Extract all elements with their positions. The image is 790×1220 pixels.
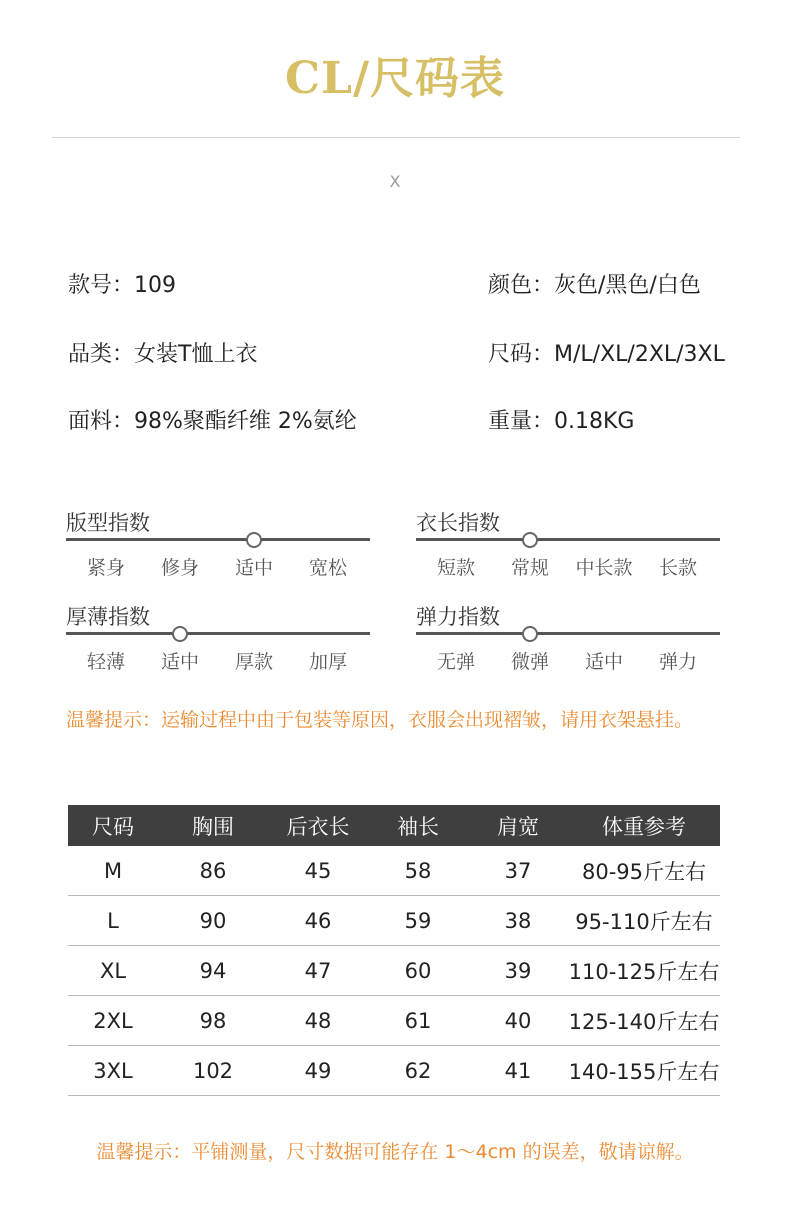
index-knob — [172, 626, 188, 642]
index-option: 加厚 — [308, 651, 347, 673]
fabric-info — [68, 404, 357, 435]
header-sleeve: 袖长 — [368, 805, 468, 846]
index-track — [66, 538, 370, 541]
index-title: 弹力指数 — [416, 605, 500, 629]
cell-sleeve: 59 — [368, 896, 468, 946]
cell-weight: 95-110斤左右 — [568, 896, 720, 946]
style-no-label: 款号： — [68, 273, 135, 298]
index-option: 修身 — [160, 557, 199, 579]
index-knob — [246, 532, 262, 548]
cell-size: L — [68, 896, 158, 946]
index-option: 中长款 — [575, 557, 633, 579]
header-size: 尺码 — [68, 805, 158, 846]
category-info — [68, 337, 257, 368]
cell-shoulder: 40 — [468, 996, 568, 1046]
color-label: 颜色： — [488, 273, 555, 298]
cell-size: 3XL — [68, 1046, 158, 1096]
table-row — [68, 846, 720, 896]
weight-value: 0.18KG — [554, 409, 635, 434]
header-shoulder: 肩宽 — [468, 805, 568, 846]
page-title: CL/尺码表 — [284, 53, 506, 104]
close-mark: X — [389, 172, 401, 191]
index-option: 长款 — [658, 557, 697, 579]
index-option: 紧身 — [86, 557, 125, 579]
cell-sleeve: 60 — [368, 946, 468, 996]
cell-size: 2XL — [68, 996, 158, 1046]
index-option: 微弹 — [510, 651, 549, 673]
index-title: 衣长指数 — [416, 511, 500, 535]
index-option: 轻薄 — [86, 651, 125, 673]
fabric-label: 面料： — [68, 409, 135, 434]
size-info — [488, 337, 725, 368]
size-value: M/L/XL/2XL/3XL — [554, 342, 725, 367]
color-value: 灰色/黑色/白色 — [554, 273, 701, 298]
index-option: 无弹 — [436, 651, 475, 673]
cell-weight: 80-95斤左右 — [568, 846, 720, 896]
index-title: 版型指数 — [66, 511, 150, 535]
shipping-tip: 温馨提示：运输过程中由于包装等原因，衣服会出现褶皱，请用衣架悬挂。 — [66, 709, 694, 731]
category-label: 品类： — [68, 342, 135, 367]
header-length: 后衣长 — [268, 805, 368, 846]
size-table — [68, 805, 720, 1096]
weight-label: 重量： — [488, 409, 555, 434]
fabric-value: 98%聚酯纤维 2%氨纶 — [134, 409, 357, 434]
cell-chest: 94 — [158, 946, 268, 996]
cell-chest: 102 — [158, 1046, 268, 1096]
index-option: 适中 — [584, 651, 623, 673]
index-title: 厚薄指数 — [66, 605, 150, 629]
style-no — [68, 268, 176, 299]
header-weight: 体重参考 — [568, 805, 720, 846]
index-knob — [522, 532, 538, 548]
cell-chest: 98 — [158, 996, 268, 1046]
cell-length: 49 — [268, 1046, 368, 1096]
cell-length: 45 — [268, 846, 368, 896]
cell-length: 47 — [268, 946, 368, 996]
cell-sleeve: 62 — [368, 1046, 468, 1096]
size-label: 尺码： — [488, 342, 555, 367]
table-row — [68, 996, 720, 1046]
cell-length: 46 — [268, 896, 368, 946]
weight-info — [488, 404, 634, 435]
table-row — [68, 896, 720, 946]
cell-shoulder: 39 — [468, 946, 568, 996]
index-option: 适中 — [160, 651, 199, 673]
cell-weight: 125-140斤左右 — [568, 996, 720, 1046]
cell-weight: 140-155斤左右 — [568, 1046, 720, 1096]
category-value: 女装T恤上衣 — [134, 342, 258, 367]
cell-size: M — [68, 846, 158, 896]
table-header-row — [68, 805, 720, 846]
index-option: 厚款 — [234, 651, 273, 673]
table-row — [68, 946, 720, 996]
cell-sleeve: 61 — [368, 996, 468, 1046]
index-option: 短款 — [436, 557, 475, 579]
index-option: 适中 — [234, 557, 273, 579]
cell-weight: 110-125斤左右 — [568, 946, 720, 996]
cell-length: 48 — [268, 996, 368, 1046]
index-track — [416, 632, 720, 635]
cell-chest: 90 — [158, 896, 268, 946]
index-knob — [522, 626, 538, 642]
cell-shoulder: 41 — [468, 1046, 568, 1096]
cell-chest: 86 — [158, 846, 268, 896]
index-option: 弹力 — [658, 651, 697, 673]
header-chest: 胸围 — [158, 805, 268, 846]
index-track — [66, 632, 370, 635]
style-no-value: 109 — [134, 273, 177, 298]
cell-sleeve: 58 — [368, 846, 468, 896]
color-info — [488, 268, 701, 299]
table-row — [68, 1046, 720, 1096]
index-option: 常规 — [510, 557, 549, 579]
measurement-tip: 温馨提示：平铺测量，尺寸数据可能存在 1～4cm 的误差，敬请谅解。 — [96, 1141, 694, 1163]
title-divider — [52, 137, 740, 138]
index-track — [416, 538, 720, 541]
cell-size: XL — [68, 946, 158, 996]
cell-shoulder: 38 — [468, 896, 568, 946]
index-option: 宽松 — [308, 557, 347, 579]
cell-shoulder: 37 — [468, 846, 568, 896]
